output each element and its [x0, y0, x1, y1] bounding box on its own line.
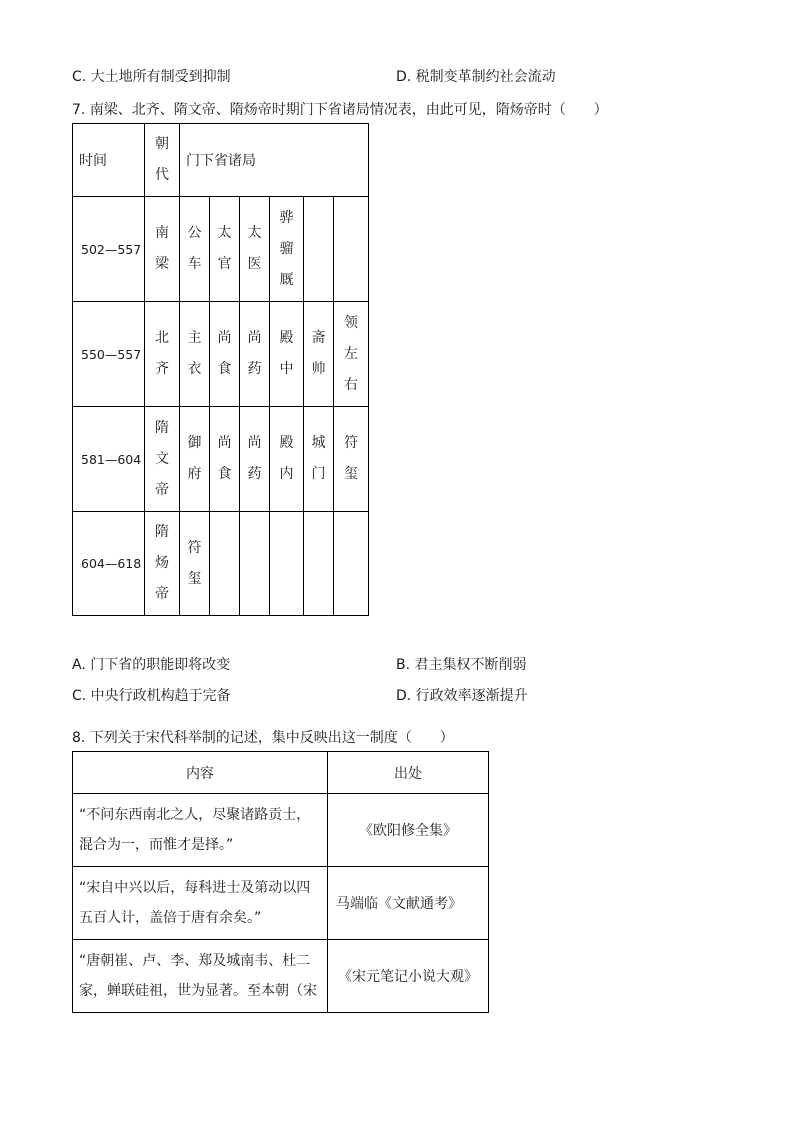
source-table	[72, 751, 489, 1013]
header-time: 时间	[73, 124, 145, 197]
time-cell: 604—618	[73, 512, 145, 616]
bureau-cell	[240, 512, 270, 616]
source-table-header	[73, 752, 489, 794]
source-row-3	[73, 940, 489, 1013]
bureau-cell	[304, 512, 334, 616]
bureau-cell: 骅 骝 厩	[270, 197, 304, 302]
bureau-cell: 太 官	[210, 197, 240, 302]
header-dynasty: 朝 代	[145, 124, 180, 197]
source-cell: 《欧阳修全集》	[328, 794, 489, 867]
bureau-cell: 城 门	[304, 407, 334, 512]
source-cell: 《宋元笔记小说大观》	[328, 940, 489, 1013]
dynasty-cell: 南 梁	[145, 197, 180, 302]
option-c-prev[interactable]: C. 大土地所有制受到抑制	[72, 69, 231, 85]
table-row-1	[73, 197, 369, 302]
bureau-cell: 尚 食	[210, 302, 240, 407]
header-source: 出处	[328, 752, 489, 794]
bureau-cell	[304, 197, 334, 302]
bureau-cell	[270, 512, 304, 616]
bureau-cell: 领 左 右	[334, 302, 369, 407]
time-cell: 581—604	[73, 407, 145, 512]
header-content: 内容	[73, 752, 328, 794]
time-cell: 502—557	[73, 197, 145, 302]
bureau-cell: 符 玺	[180, 512, 210, 616]
bureau-cell: 尚 药	[240, 407, 270, 512]
bureau-cell: 公 车	[180, 197, 210, 302]
content-cell: “不问东西南北之人，尽聚诸路贡士，混合为一，而惟才是择。”	[73, 794, 328, 867]
q7-option-c[interactable]: C. 中央行政机构趋于完备	[72, 688, 231, 704]
question-7-stem: 7. 南梁、北齐、隋文帝、隋炀帝时期门下省诸局情况表，由此可见，隋炀帝时（ ）	[72, 102, 608, 118]
table-row-2	[73, 302, 369, 407]
source-cell: 马端临《文献通考》	[328, 867, 489, 940]
header-bureaus: 门下省诸局	[180, 124, 369, 197]
source-row-1	[73, 794, 489, 867]
bureau-cell: 太 医	[240, 197, 270, 302]
dynasty-cell: 北 齐	[145, 302, 180, 407]
bureau-cell	[334, 197, 369, 302]
bureau-cell	[210, 512, 240, 616]
content-cell: “宋自中兴以后，每科进士及第动以四五百人计，盖倍于唐有余矣。”	[73, 867, 328, 940]
question-8-stem: 8. 下列关于宋代科举制的记述，集中反映出这一制度（ ）	[72, 730, 454, 746]
q7-option-a[interactable]: A. 门下省的职能即将改变	[72, 657, 231, 673]
bureau-cell: 尚 药	[240, 302, 270, 407]
table-header-row	[73, 124, 369, 197]
time-cell: 550—557	[73, 302, 145, 407]
source-row-2	[73, 867, 489, 940]
dynasty-cell: 隋 炀 帝	[145, 512, 180, 616]
table-row-4	[73, 512, 369, 616]
q7-option-d[interactable]: D. 行政效率逐渐提升	[396, 688, 528, 704]
bureau-cell: 御 府	[180, 407, 210, 512]
q7-option-b[interactable]: B. 君主集权不断削弱	[396, 657, 527, 673]
dynasty-cell: 隋 文 帝	[145, 407, 180, 512]
content-cell: “唐朝崔、卢、李、郑及城南韦、杜二家，蝉联硅祖，世为显著。至本朝（宋	[73, 940, 328, 1013]
bureau-cell: 尚 食	[210, 407, 240, 512]
option-d-prev[interactable]: D. 税制变革制约社会流动	[396, 69, 556, 85]
bureau-cell: 主 衣	[180, 302, 210, 407]
bureau-cell: 符 玺	[334, 407, 369, 512]
bureau-cell	[334, 512, 369, 616]
bureau-cell: 殿 中	[270, 302, 304, 407]
table-row-3	[73, 407, 369, 512]
bureau-cell: 殿 内	[270, 407, 304, 512]
bureau-cell: 斋 帅	[304, 302, 334, 407]
bureau-table	[72, 123, 369, 616]
